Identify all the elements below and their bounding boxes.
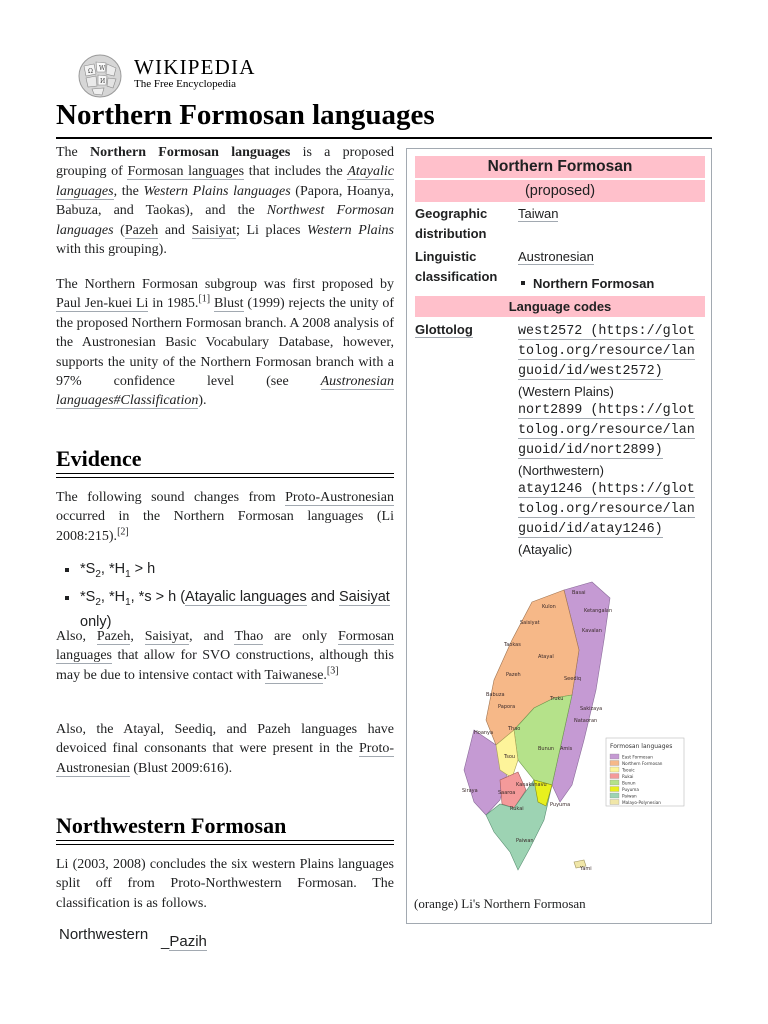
link-west2572-2[interactable]: tolog.org/resource/lan	[518, 344, 695, 359]
wikipedia-globe-logo[interactable]	[74, 54, 126, 98]
link-proto-austronesian[interactable]: Proto-Austronesian	[285, 490, 394, 505]
map-legend-label: Malayo-Polynesian	[622, 800, 661, 805]
map-legend-swatch	[610, 761, 619, 766]
glottolog-label	[415, 320, 473, 340]
ling-subvalue: Northern Formosan	[518, 274, 654, 294]
map-label: Paiwan	[516, 838, 534, 844]
map-legend-swatch	[610, 754, 619, 759]
link-paul-li[interactable]: Paul Jen-kuei Li	[56, 296, 149, 312]
link-taiwanese[interactable]: Taiwanese	[264, 667, 324, 683]
list-item: $*S_2$, $*H_1$, *s > h (Atayalic languages and Saisiyat only)	[80, 588, 394, 632]
code-entry-atay1246: atay1246 (https://glot tolog.org/resource/lan guoid/id/atay1246) (Atayalic)	[518, 482, 695, 557]
link-nort2899-2[interactable]: tolog.org/resource/lan	[518, 423, 695, 438]
map-label: Hoanya	[474, 730, 494, 736]
svg-text:Ω: Ω	[88, 68, 93, 75]
ref-2[interactable]: [2]	[117, 526, 129, 538]
link-pazih[interactable]: Pazih	[169, 933, 207, 950]
link-thao[interactable]: Thao	[234, 629, 264, 644]
northwestern-heading: Northwestern Formosan	[56, 813, 287, 838]
infobox-subtitle: (proposed)	[415, 180, 705, 202]
ref-3[interactable]: [3]	[326, 665, 339, 677]
link-formosan-languages-2[interactable]: Formosan languages	[56, 629, 395, 664]
map-label: Amis	[560, 746, 573, 752]
link-proto-austronesian-2[interactable]: Proto-Austronesian	[56, 741, 394, 776]
map-label: Saisiyat	[520, 620, 540, 626]
map-label: Babuza	[486, 692, 505, 698]
link-atay1246-2[interactable]: tolog.org/resource/lan	[518, 502, 695, 517]
map-label: Rukai	[510, 806, 524, 812]
map-legend-title: Formosan languages	[610, 743, 673, 750]
tagline-text: The Free Encyclopedia	[134, 78, 237, 90]
map-label: Yami	[580, 866, 592, 872]
link-nort2899-1[interactable]: nort2899 (https://glot	[518, 403, 695, 418]
map-legend-swatch	[610, 793, 619, 798]
ling-value	[518, 247, 594, 267]
infobox-title: Northern Formosan	[415, 156, 705, 178]
svg-text:И: И	[100, 78, 106, 85]
map-label: Kulon	[542, 604, 556, 610]
map-label: Kanakanavu	[516, 782, 547, 788]
map-label: Basai	[572, 590, 586, 596]
code-entry-west2572: west2572 (https://glot tolog.org/resource/lan guoid/id/west2572) (Western Plains)	[518, 324, 695, 399]
evidence-paragraph-3: Also, the Atayal, Seediq, and Pazeh languages have devoiced final consonants that were present in the Proto-Austronesian (Blust 2009:616).	[56, 722, 394, 776]
map-label: Papora	[498, 704, 516, 710]
link-atayalic[interactable]: Atayalic languages	[185, 589, 307, 606]
map-caption: (orange) Li's Northern Formosan	[414, 896, 586, 911]
wordmark-text: WIKIPEDIA	[134, 55, 256, 79]
page-title: Northern Formosan languages	[56, 99, 435, 131]
link-west2572-1[interactable]: west2572 (https://glot	[518, 324, 695, 339]
evidence-paragraph-1: The following sound changes from Proto-Austronesian occurred in the Northern Formosan languages (Li 2008:215).[2]	[56, 490, 394, 544]
tree-root: Northwestern	[59, 926, 149, 943]
map-legend-label: Bunun	[622, 780, 636, 786]
map-legend-swatch	[610, 787, 619, 792]
map-label: Tsou	[504, 754, 516, 760]
link-atay1246-3[interactable]: guoid/id/atay1246)	[518, 522, 663, 537]
link-glottolog[interactable]: Glottolog	[415, 322, 473, 337]
link-austronesian-classification[interactable]: Austronesian languages#Classification	[56, 374, 394, 409]
geo-value	[518, 204, 558, 224]
link-west2572-3[interactable]: guoid/id/west2572)	[518, 364, 663, 379]
map-label: Taokas	[504, 642, 521, 648]
map-legend-label: Rukai	[622, 774, 634, 779]
link-nort2899-3[interactable]: guoid/id/nort2899)	[518, 443, 663, 458]
tree-child: _Pazih	[161, 933, 207, 950]
link-austronesian[interactable]: Austronesian	[518, 249, 594, 264]
map-label: Sakizaya	[580, 706, 603, 712]
link-saisiyat-3[interactable]: Saisiyat	[144, 629, 190, 644]
link-saisiyat-2[interactable]: Saisiyat	[339, 589, 390, 606]
link-pazeh-2[interactable]: Pazeh	[96, 629, 131, 644]
map-legend-label: Northern Formosan	[622, 761, 663, 766]
ref-1[interactable]: [1]	[198, 293, 211, 305]
evidence-rule	[56, 473, 394, 478]
code-entry-nort2899: nort2899 (https://glot tolog.org/resource/lan guoid/id/nort2899) (Northwestern)	[518, 403, 695, 478]
map-label: Atayal	[538, 654, 554, 660]
map-label: Truku	[550, 696, 564, 702]
list-item: $*S_2$, $*H_1 > h$	[80, 560, 394, 584]
sound-change-list	[56, 560, 394, 636]
map-label: Thao	[508, 726, 521, 732]
northwestern-rule	[56, 840, 394, 845]
history-paragraph: The Northern Formosan subgroup was first proposed by Paul Jen-kuei Li in 1985.[1] Blust (1999) rejects the unity of the proposed Northern Formosan branch. A 2008 analysis of the Austronesian Basic Vocabulary Database, however, supports the unity of the Northern Formosan branch with a 97% confidence level (see Austronesian languages#Classification).	[56, 277, 395, 409]
link-atayalic-languages[interactable]: Atayalic languages	[56, 164, 394, 199]
link-formosan-languages[interactable]: Formosan languages	[127, 164, 245, 180]
geo-label: Geographic distribution	[415, 206, 488, 241]
codes-header: Language codes	[415, 296, 705, 317]
northwestern-paragraph: Li (2003, 2008) concludes the six western Plains languages split off from Proto-Northwestern Formosan. The classification is as follows.	[56, 857, 394, 911]
link-atay1246-1[interactable]: atay1246 (https://glot	[518, 482, 695, 497]
lead-term: Northern Formosan languages	[90, 145, 291, 160]
map-label: Seediq	[564, 676, 582, 682]
map-legend-label: Tsouic	[622, 767, 635, 773]
map-label: Siraya	[462, 788, 478, 794]
map-label: Pazeh	[506, 672, 521, 678]
svg-text:W: W	[99, 65, 106, 72]
link-taiwan[interactable]: Taiwan	[518, 206, 559, 221]
intro-paragraph: The Northern Formosan languages is a proposed grouping of Formosan languages that includes the Atayalic languages, the Western Plains languages (Papora, Hoanya, Babuza, and Taokas), and the Northwest Formosan languages (Pazeh and Saisiyat; Li places Western Plains with this grouping).	[56, 145, 395, 258]
map-legend-swatch	[610, 780, 619, 785]
map-legend-label: Puyuma	[622, 787, 639, 792]
map-label: Puyuma	[550, 802, 571, 808]
evidence-heading: Evidence	[56, 446, 142, 471]
map-label: Bunun	[538, 746, 555, 752]
formosan-languages-map[interactable]	[434, 580, 694, 880]
glottolog-codes	[518, 322, 695, 559]
map-legend-label: Paiwan	[622, 793, 637, 799]
wikipedia-wordmark[interactable]	[134, 56, 256, 91]
map-label: Nataoran	[574, 718, 598, 724]
ling-label: Linguistic classification	[415, 249, 498, 284]
title-divider	[56, 137, 712, 139]
map-label: Saaroa	[498, 790, 516, 796]
link-blust[interactable]: Blust	[213, 296, 244, 312]
evidence-paragraph-2: Also, Pazeh, Saisiyat, and Thao are only Formosan languages that allow for SVO constructions, although this may be due to intensive contact with Taiwanese.[3]	[56, 629, 395, 683]
map-label: Ketangalan	[584, 608, 613, 614]
link-saisiyat[interactable]: Saisiyat	[191, 222, 236, 238]
link-pazeh[interactable]: Pazeh	[124, 222, 159, 238]
map-legend-swatch	[610, 767, 619, 772]
map-legend-swatch	[610, 800, 619, 805]
map-legend-label: East Formosan	[622, 754, 653, 760]
map-label: Kavalan	[582, 628, 602, 634]
map-legend-swatch	[610, 774, 619, 779]
